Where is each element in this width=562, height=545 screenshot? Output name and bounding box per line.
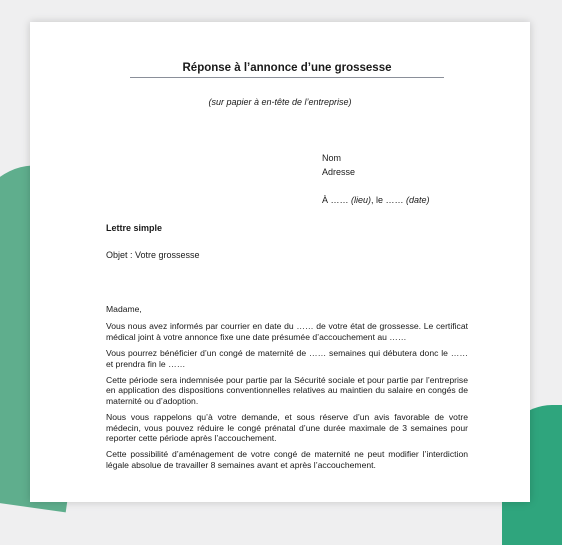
document-subtitle: (sur papier à en-tête de l’entreprise): [208, 97, 352, 107]
letter-type: Lettre simple: [106, 223, 163, 233]
letter-paragraph: Nous vous rappelons qu’à votre demande, et sous réserve d’un avis favorable de votre médecin, vous pouvez réduire le congé prénatal d’une durée maximale de 3 semaines pour reporter cette période après l’accouchement.: [106, 412, 468, 444]
recipient-name: Nom: [322, 153, 342, 163]
place-placeholder: (lieu): [351, 195, 372, 205]
letter-greeting: Madame,: [106, 304, 142, 314]
letter-paragraph: Cette période sera indemnisée pour partie par la Sécurité sociale et pour partie par l’entreprise en application des dispositions conventionnelles relatives au maintien du salaire en congés de maternité ou d’adoption.: [106, 375, 468, 406]
letter-subject: Objet : Votre grossesse: [106, 250, 200, 260]
document-title: Réponse à l’annonce d’une grossesse: [130, 62, 444, 78]
place-date-line: [322, 195, 430, 205]
letter-page: [30, 22, 530, 502]
date-placeholder: (date): [406, 195, 430, 205]
letter-body: [106, 304, 468, 476]
place-prefix: À ……: [322, 195, 352, 205]
letter-paragraph: Vous pourrez bénéficier d’un congé de maternité de …… semaines qui débutera donc le …… et prendra fin le ……: [106, 348, 468, 369]
letter-paragraph: Vous nous avez informés par courrier en date du …… de votre état de grossesse. Le certificat médical joint à votre annonce fixe une date présumée d’accouchement au ……: [106, 321, 468, 342]
recipient-address: Adresse: [322, 167, 356, 177]
date-prefix: , le ……: [371, 195, 407, 205]
letter-paragraph: Cette possibilité d’aménagement de votre congé de maternité ne peut modifier l’interdiction légale absolue de travailler 8 semaines avant et après l’accouchement.: [106, 449, 468, 470]
